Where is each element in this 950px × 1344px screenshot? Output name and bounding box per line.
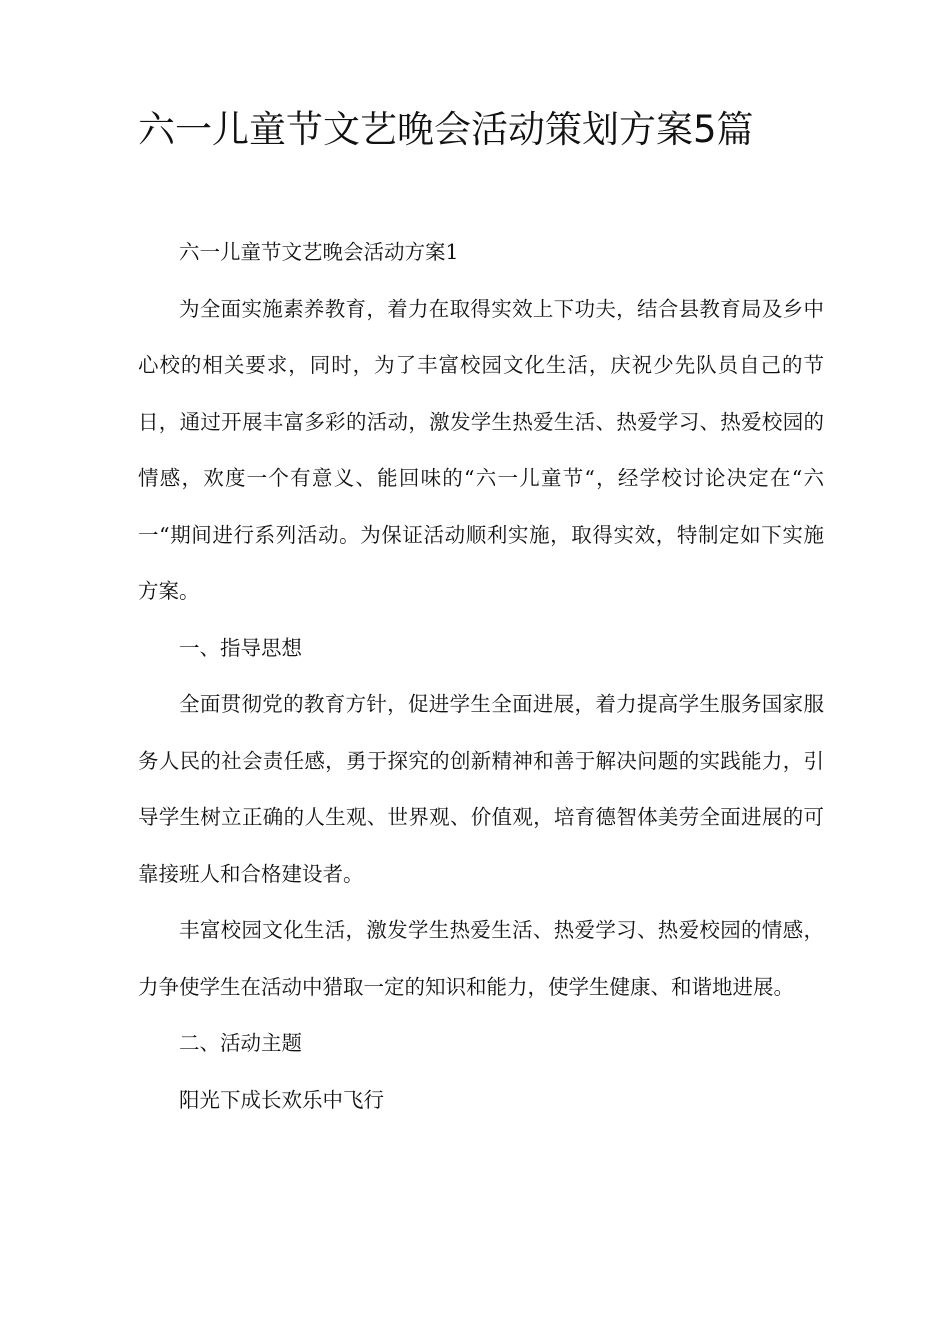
guiding-ideology-paragraph: 全面贯彻党的教育方针，促进学生全面进展，着力提高学生服务国家服务人民的社会责任感，勇于探究的创新精神和善于解决问题的实践能力，引导学生树立正确的人生观、世界观、价值观，培育德智体美劳全面进展的可靠接班人和合格建设者。 [138, 692, 824, 886]
section-heading-plan-1: 六一儿童节文艺晚会活动方案1 [179, 240, 459, 264]
section-heading-guiding-ideology: 一、指导思想 [179, 635, 302, 660]
intro-paragraph: 为全面实施素养教育，着力在取得实效上下功夫，结合县教育局及乡中心校的相关要求，同时，为了丰富校园文化生活，庆祝少先队员自己的节日，通过开展丰富多彩的活动，激发学生热爱生活、热爱学习、热爱校园的情感，欢度一个有意义、能回味的“六一儿童节“，经学校讨论决定在“六一“期间进行系列活动。为保证活动顺利实施，取得实效，特制定如下实施方案。 [138, 296, 824, 603]
activity-theme-text: 阳光下成长欢乐中飞行 [179, 1087, 384, 1112]
section-heading-activity-theme: 二、活动主题 [179, 1031, 302, 1055]
document-body [138, 224, 824, 1128]
document-title: 六一儿童节文艺晚会活动策划方案5篇 [138, 108, 754, 151]
campus-culture-paragraph: 丰富校园文化生活，激发学生热爱生活、热爱学习、热爱校园的情感，力争使学生在活动中猎取一定的知识和能力，使学生健康、和谐地进展。 [138, 918, 824, 999]
